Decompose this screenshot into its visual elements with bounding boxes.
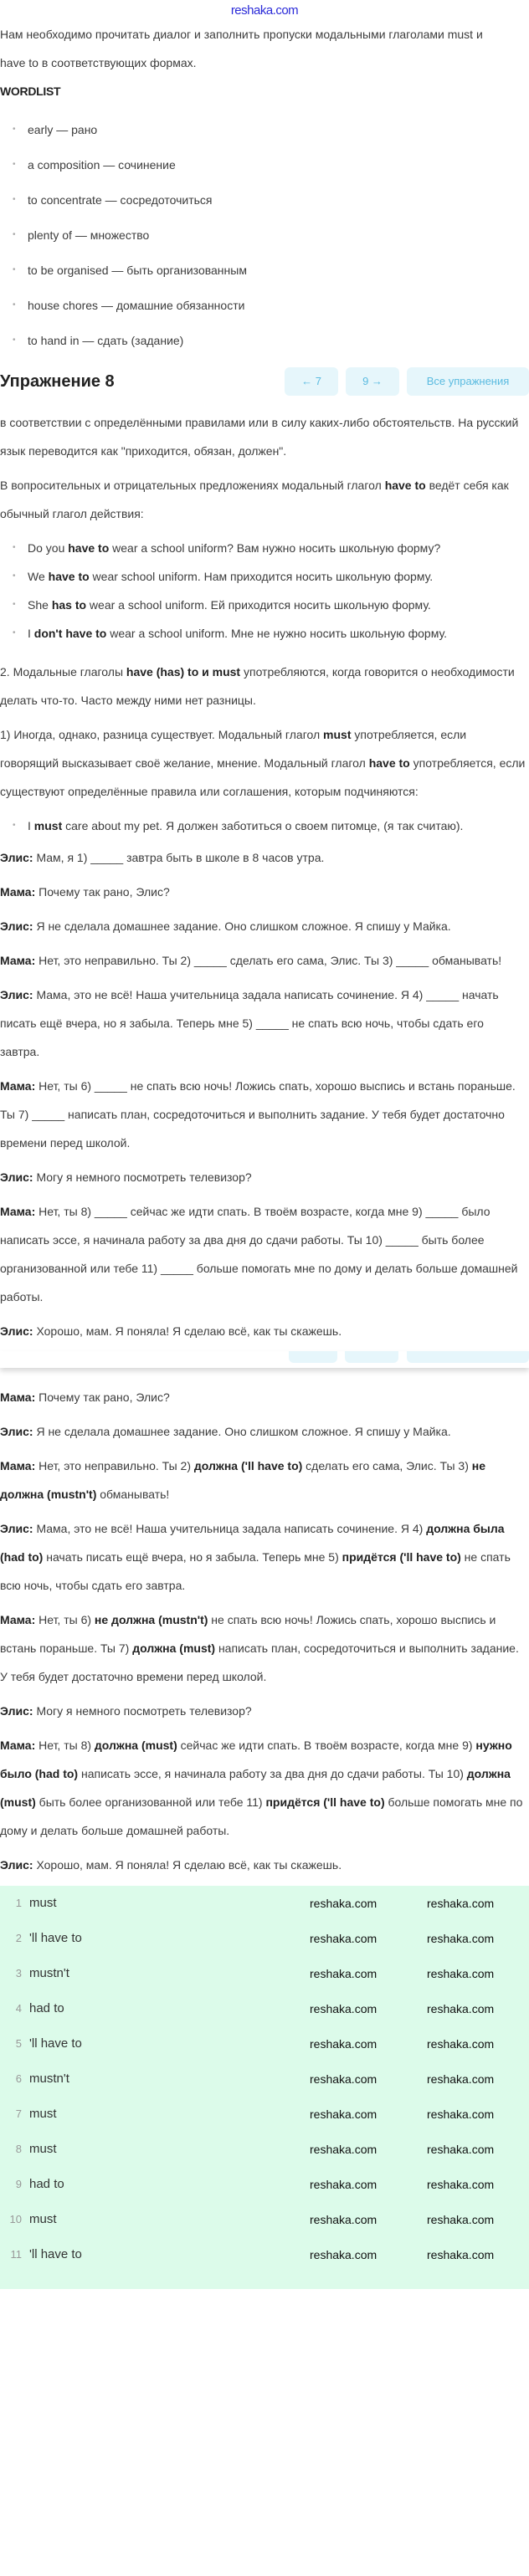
answer-text: 'll have to	[29, 2247, 82, 2261]
dialogue-line	[0, 946, 526, 975]
bold-text: придётся ('ll have to)	[265, 1795, 385, 1809]
bold-text: Мама:	[0, 1079, 36, 1093]
dialogue-line	[0, 1731, 526, 1845]
text: Хорошо, мам. Я поняла! Я сделаю всё, как ты скажешь.	[33, 1858, 342, 1872]
answer-text: must	[29, 2142, 57, 2156]
answer-number: 9	[15, 2178, 22, 2190]
wordlist-item: • to be organised — быть организованным	[0, 253, 526, 288]
dialogue-line	[0, 981, 526, 1066]
answer-item	[0, 2167, 529, 2202]
answer-item	[0, 2237, 529, 2272]
watermark-text: reshaka.com	[427, 2072, 495, 2086]
text: Нет, это неправильно. Ты 2)	[35, 1459, 194, 1472]
wordlist-item: • a composition — сочинение	[0, 147, 526, 182]
text: Do you	[28, 541, 69, 555]
bold-text: have (has) to и must	[126, 665, 241, 679]
answer-number: 7	[15, 2107, 22, 2120]
bold-text: Элис:	[0, 1170, 33, 1184]
text: В вопросительных и отрицательных предложениях модальный глагол	[0, 479, 385, 492]
text: не спать всю ночь, чтобы сдать его завтра.	[0, 1550, 511, 1592]
watermark-text: reshaka.com	[427, 2002, 495, 2015]
text: wear school uniform. Нам приходится носить школьную форму.	[89, 570, 434, 583]
answer-item	[0, 1956, 529, 1991]
watermark-text: reshaka.com	[427, 2213, 495, 2226]
watermark-text: reshaka.com	[310, 2213, 377, 2226]
sticky-all[interactable]	[407, 1351, 529, 1363]
answer-item	[0, 2132, 529, 2167]
wordlist	[0, 112, 526, 358]
text: сейчас же идти спать. В твоём возрасте, когда мне 9)	[177, 1739, 476, 1752]
answer-text: mustn't	[29, 1966, 69, 1980]
paragraph	[0, 658, 526, 714]
answer-number: 1	[15, 1897, 22, 1909]
text: Мама, это не всё! Наша учительница задала написать сочинение. Я 4) _____ начать писать ещё вчера, но я забыла. Теперь мне 5) _____ не спать всю ночь, чтобы сдать его завтра.	[0, 988, 499, 1058]
text: начать писать ещё вчера, но я забыла. Теперь мне 5)	[43, 1550, 342, 1564]
watermark-text: reshaka.com	[310, 2178, 377, 2191]
watermark-text: reshaka.com	[310, 2143, 377, 2156]
text: Мам, я 1) _____ завтра быть в школе в 8 часов утра.	[33, 851, 325, 864]
bold-text: have to	[48, 570, 90, 583]
next-exercise-button[interactable]: 9 →	[346, 367, 399, 396]
text: 1) Иногда, однако, разница существует. Модальный глагол	[0, 728, 324, 741]
paragraph	[0, 471, 526, 528]
answer-number: 6	[15, 2072, 22, 2085]
text: написать план, сосредоточиться и выполнить задание. У тебя будет достаточно времени перед школой.	[0, 1641, 519, 1683]
bold-text: Элис:	[0, 1522, 33, 1535]
bold-text: Мама:	[0, 1205, 36, 1218]
dialogue-line	[0, 1606, 526, 1691]
answer-item	[0, 2202, 529, 2237]
sticky-next[interactable]	[345, 1351, 398, 1363]
answer-text: must	[29, 1896, 57, 1910]
text: больше помогать мне по дому и делать больше домашней работы.	[0, 1795, 523, 1837]
dialogue-line	[0, 1851, 526, 1879]
bold-text: must	[33, 819, 63, 832]
answer-text: mustn't	[29, 2072, 69, 2086]
bold-text: должна (must)	[0, 1767, 511, 1809]
text: I	[28, 819, 34, 832]
answer-text: must	[29, 2107, 57, 2121]
text: Почему так рано, Элис?	[35, 1390, 170, 1404]
prev-exercise-button[interactable]: ← 7	[285, 367, 338, 396]
text: wear a school uniform? Вам нужно носить школьную форму?	[109, 541, 441, 555]
example-bullet	[0, 619, 526, 648]
wordlist-item: • to hand in — сдать (задание)	[0, 323, 526, 358]
text: She	[28, 598, 52, 612]
dialogue-line	[0, 912, 526, 940]
dialogue-line	[0, 1197, 526, 1311]
bold-text: Элис:	[0, 919, 33, 933]
text: ведёт себя как обычный глагол действия:	[0, 479, 509, 520]
bold-text: придётся ('ll have to)	[342, 1550, 461, 1564]
text: употребляется, если существуют определённые правила или соглашения, которым подчиняются:	[0, 756, 526, 798]
text: wear a school uniform. Ей приходится носить школьную форму.	[86, 598, 431, 612]
bold-text: должна была (had to)	[0, 1522, 505, 1564]
bold-text: нужно было (had to)	[0, 1739, 512, 1780]
text: употребляется, если говорящий высказывает своё желание, мнение. Модальный глагол	[0, 728, 467, 770]
example-bullet	[0, 562, 526, 591]
bold-text: Мама:	[0, 1390, 36, 1404]
bold-text: have to	[368, 756, 410, 770]
answer-number: 10	[9, 2213, 22, 2225]
watermark-text: reshaka.com	[310, 1967, 377, 1980]
bold-text: Элис:	[0, 1324, 33, 1338]
answer-item	[0, 1991, 529, 2026]
watermark-text: reshaka.com	[427, 2143, 495, 2156]
answer-text: had to	[29, 2177, 64, 2191]
bold-text: не должна (mustn't)	[0, 1459, 485, 1501]
watermark-text: reshaka.com	[427, 1967, 495, 1980]
wordlist-item: • to concentrate — сосредоточиться	[0, 182, 526, 218]
dialogue-line	[0, 843, 526, 872]
dialogue-line	[0, 1452, 526, 1508]
bold-text: have to	[384, 479, 426, 492]
watermark-text: reshaka.com	[427, 2107, 495, 2121]
wordlist-item: • early — рано	[0, 112, 526, 147]
watermark-text: reshaka.com	[310, 2002, 377, 2015]
text: быть более организованной или тебе 11)	[35, 1795, 266, 1809]
example-bullet	[0, 534, 526, 562]
dialogue-line	[0, 1417, 526, 1446]
theory-section	[0, 408, 526, 1345]
bold-text: Элис:	[0, 1858, 33, 1872]
dialogue-line	[0, 878, 526, 906]
bold-text: Мама:	[0, 1613, 36, 1626]
intro-text: Нам необходимо прочитать диалог и заполнить пропуски модальными глаголами must и have to в соответствующих формах.	[0, 28, 483, 69]
watermark-text: reshaka.com	[310, 2037, 377, 2051]
dialogue-line	[0, 1514, 526, 1600]
dialogue-line	[0, 1383, 526, 1411]
watermark-text: reshaka.com	[427, 2248, 495, 2261]
sticky-header-shadow	[0, 1351, 529, 1368]
text: care about my pet. Я должен заботиться о своем питомце, (я так считаю).	[62, 819, 464, 832]
watermark-text: reshaka.com	[310, 2072, 377, 2086]
text: не спать всю ночь! Ложись спать, хорошо выспись и встань пораньше. Ты 7)	[0, 1613, 496, 1655]
exercise-header	[0, 363, 529, 400]
text: Могу я немного посмотреть телевизор?	[33, 1170, 252, 1184]
bold-text: Мама:	[0, 885, 36, 899]
watermark-text: reshaka.com	[310, 2107, 377, 2121]
answer-text: 'll have to	[29, 1931, 82, 1945]
bold-text: должна ('ll have to)	[193, 1459, 303, 1472]
dialogue-line	[0, 1317, 526, 1345]
answer-item	[0, 1886, 529, 1921]
bold-text: Мама:	[0, 1739, 36, 1752]
bold-text: Элис:	[0, 851, 33, 864]
text: Нет, ты 8)	[35, 1739, 95, 1752]
wordlist-item: • plenty of — множество	[0, 218, 526, 253]
bold-text: Элис:	[0, 1704, 33, 1718]
example-bullet	[0, 591, 526, 619]
bold-text: don't have to	[33, 627, 107, 640]
bold-text: должна (must)	[132, 1641, 216, 1655]
watermark-text: reshaka.com	[427, 2178, 495, 2191]
text: We	[28, 570, 49, 583]
page-title: Упражнение 8	[0, 372, 115, 391]
dialogue-line	[0, 1163, 526, 1191]
text: сделать его сама, Элис. Ты 3)	[302, 1459, 472, 1472]
answer-item	[0, 2061, 529, 2097]
answer-item	[0, 2026, 529, 2061]
paragraph	[0, 720, 526, 806]
dialogue-line	[0, 1697, 526, 1725]
text: Почему так рано, Элис?	[35, 885, 170, 899]
answer-item	[0, 1921, 529, 1956]
bold-text: must	[323, 728, 352, 741]
text: Нет, ты 6)	[35, 1613, 95, 1626]
wordlist-item: • house chores — домашние обязанности	[0, 288, 526, 323]
bold-text: Мама:	[0, 1459, 36, 1472]
solution-section	[0, 1383, 526, 1879]
watermark-text: reshaka.com	[310, 2248, 377, 2261]
sticky-prev[interactable]	[289, 1351, 337, 1363]
answer-number: 11	[10, 2248, 22, 2261]
answer-text: had to	[29, 2001, 64, 2015]
wordlist-title: WORDLIST	[0, 85, 61, 98]
text: Нет, ты 6) _____ не спать всю ночь! Ложись спать, хорошо выспись и встань пораньше. Ты 7) _____ написать план, сосредоточиться и выполнить задание. У тебя будет достаточно времени перед школой.	[0, 1079, 516, 1150]
watermark-text: reshaka.com	[427, 1932, 495, 1945]
answer-number: 3	[15, 1967, 22, 1979]
text: 2. Модальные глаголы	[0, 665, 126, 679]
bold-text: должна (must)	[94, 1739, 177, 1752]
answer-text: must	[29, 2212, 57, 2226]
answer-number: 8	[15, 2143, 22, 2155]
bold-text: Элис:	[0, 988, 33, 1001]
text: написать эссе, я начинала работу за два дня до сдачи работы. Ты 10)	[78, 1767, 467, 1780]
text: wear a school uniform. Мне не нужно носить школьную форму.	[106, 627, 447, 640]
bold-text: не должна (mustn't)	[94, 1613, 208, 1626]
text: Нет, ты 8) _____ сейчас же идти спать. В твоём возрасте, когда мне 9) _____ было написать эссе, я начинала работу за два дня до сдачи работы. Ты 10) _____ быть более организованной или тебе 11) _____ больше помогать мне по дому и делать больше домашней работы.	[0, 1205, 518, 1303]
text: употребляются, когда говорится о необходимости делать что-то. Часто между ними нет разницы.	[0, 665, 515, 707]
example-bullet	[0, 812, 526, 840]
site-logo[interactable]: reshaka.com	[230, 3, 299, 18]
text: Нет, это неправильно. Ты 2) _____ сделать его сама, Элис. Ты 3) _____ обманывать!	[35, 954, 502, 967]
text: Мама, это не всё! Наша учительница задала написать сочинение. Я 4)	[33, 1522, 427, 1535]
text: Я не сделала домашнее задание. Оно слишком сложное. Я спишу у Майка.	[33, 919, 451, 933]
text: Могу я немного посмотреть телевизор?	[33, 1704, 252, 1718]
text: Хорошо, мам. Я поняла! Я сделаю всё, как ты скажешь.	[33, 1324, 342, 1338]
dialogue-line	[0, 1072, 526, 1157]
answer-number: 2	[15, 1932, 22, 1944]
bold-text: Мама:	[0, 954, 36, 967]
bold-text: has to	[51, 598, 87, 612]
text: I	[28, 627, 34, 640]
answer-item	[0, 2097, 529, 2132]
all-exercises-button[interactable]: Все упражнения	[407, 367, 529, 396]
text: в соответствии с определёнными правилами или в силу каких-либо обстоятельств. На русский язык переводится как "приходится, обязан, должен".	[0, 416, 519, 458]
answer-number: 4	[15, 2002, 22, 2015]
intro-section	[0, 20, 526, 358]
answer-number: 5	[15, 2037, 22, 2050]
watermark-text: reshaka.com	[310, 1897, 377, 1910]
bold-text: have to	[68, 541, 110, 555]
watermark-text: reshaka.com	[427, 1897, 495, 1910]
answer-text: 'll have to	[29, 2036, 82, 2051]
watermark-text: reshaka.com	[310, 1932, 377, 1945]
watermark-text: reshaka.com	[427, 2037, 495, 2051]
text: Я не сделала домашнее задание. Оно слишком сложное. Я спишу у Майка.	[33, 1425, 451, 1438]
text: обманывать!	[96, 1488, 170, 1501]
answers-panel	[0, 1886, 529, 2289]
bold-text: Элис:	[0, 1425, 33, 1438]
paragraph	[0, 408, 526, 465]
